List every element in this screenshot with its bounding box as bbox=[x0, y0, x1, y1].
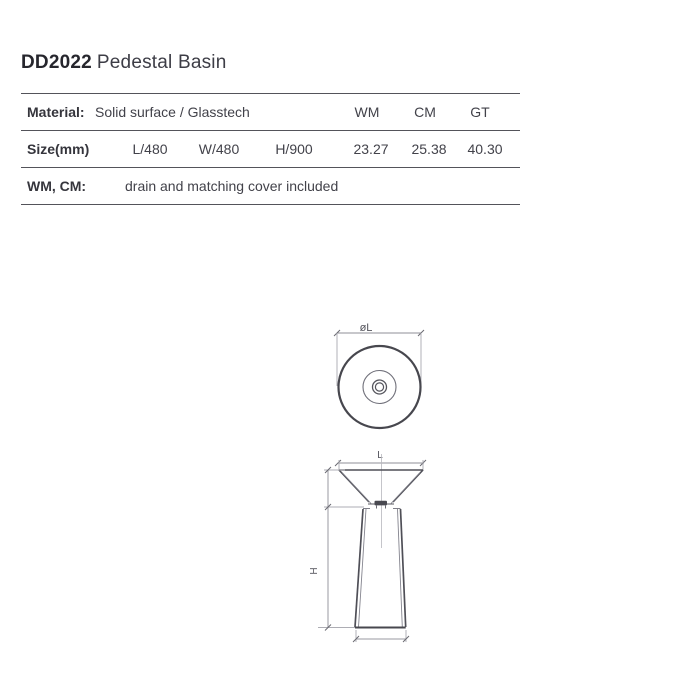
basin-drawing-svg bbox=[290, 305, 470, 660]
col-header-gt: GT bbox=[470, 104, 490, 120]
top-view bbox=[334, 322, 424, 428]
page-title bbox=[21, 52, 226, 74]
table-rule-top bbox=[21, 93, 520, 94]
product-model: DD2022 bbox=[21, 52, 92, 73]
table-row-note bbox=[0, 178, 700, 196]
table-rule-2 bbox=[21, 130, 520, 131]
table-rule-3 bbox=[21, 167, 520, 168]
bowl-wall-left-inner bbox=[342, 473, 371, 504]
material-label: Material: bbox=[27, 104, 85, 120]
drain-outer-ring bbox=[373, 380, 387, 394]
size-label: Size(mm) bbox=[27, 141, 90, 157]
note-label: WM, CM: bbox=[27, 178, 87, 194]
table-rule-bottom bbox=[21, 204, 520, 205]
weight-gt: 40.30 bbox=[467, 141, 503, 157]
diameter-dimension-label: øL bbox=[359, 322, 373, 334]
technical-drawing bbox=[290, 305, 470, 665]
col-header-cm: CM bbox=[414, 104, 436, 120]
note-value: drain and matching cover included bbox=[125, 178, 339, 194]
weight-cm: 25.38 bbox=[411, 141, 447, 157]
bowl-wall-right-inner bbox=[391, 473, 420, 504]
product-name: Pedestal Basin bbox=[96, 52, 227, 73]
basin-outer-rim bbox=[339, 346, 421, 428]
size-width: W/480 bbox=[198, 141, 240, 157]
drain-fitting bbox=[375, 501, 388, 506]
size-height: H/900 bbox=[275, 141, 313, 157]
height-dimension-label: H bbox=[309, 567, 320, 575]
width-dimension-label: L bbox=[377, 450, 383, 461]
col-header-wm: WM bbox=[354, 104, 380, 120]
material-value: Solid surface / Glasstech bbox=[95, 104, 250, 120]
size-length: L/480 bbox=[132, 141, 168, 157]
front-view bbox=[309, 450, 426, 642]
table-row-size bbox=[0, 141, 700, 159]
weight-wm: 23.27 bbox=[353, 141, 389, 157]
drain-inner-ring bbox=[375, 383, 383, 391]
basin-inner-bowl bbox=[363, 371, 396, 404]
table-row-material bbox=[0, 104, 700, 122]
